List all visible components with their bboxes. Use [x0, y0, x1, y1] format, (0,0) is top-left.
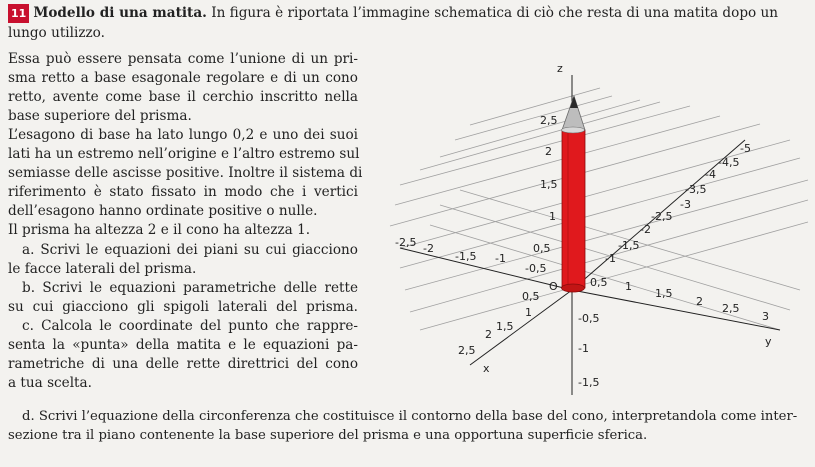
item-line: le facce laterali del prisma. [8, 261, 197, 277]
neg-x-tick: -2 [423, 242, 434, 255]
neg-x-tick: -2,5 [395, 236, 417, 249]
z-axis-label: z [557, 62, 563, 75]
x-tick: 1,5 [496, 320, 514, 333]
exercise-header [8, 4, 808, 23]
prism-body [562, 130, 585, 288]
neg-z-tick: -1 [578, 342, 589, 355]
intro-line-2: lungo utilizzo. [8, 25, 105, 41]
body-line: lati ha un estremo nell’origine e l’altro estremo sul [8, 146, 360, 162]
item-line: sezione tra il piano contenente la base superiore del prisma e una opportuna superficie sferica. [8, 428, 648, 443]
body-line: L’esagono di base ha lato lungo 0,2 e uno dei suoi [8, 127, 358, 143]
z-tick: 0,5 [533, 242, 551, 255]
body-line: base superiore del prisma. [8, 108, 192, 124]
z-tick: 2,5 [540, 114, 558, 127]
body-line: retto, avente come base il cerchio inscritto nella [8, 89, 358, 105]
x-tick: 0,5 [522, 290, 540, 303]
neg-y-tick: -4 [705, 168, 716, 181]
body-line: sma retto a base esagonale regolare e di un cono [8, 70, 358, 86]
neg-z-tick: -1,5 [578, 376, 600, 389]
y-tick: 1 [625, 280, 632, 293]
neg-y-tick: -2 [640, 223, 651, 236]
y-tick: 3 [762, 310, 769, 323]
item-line: senta la «punta» della matita e le equazioni pa- [8, 337, 358, 353]
z-tick: 2 [545, 145, 552, 158]
intro-line-1: In figura è riportata l’immagine schematica di ciò che resta di una matita dopo un [211, 5, 779, 21]
item-line: rametriche di una delle rette direttrici del cono [8, 356, 358, 372]
neg-y-tick: -5 [740, 142, 751, 155]
x-tick: 1 [525, 306, 532, 319]
origin-label: O [549, 280, 558, 293]
pencil-tip [570, 96, 578, 108]
neg-x-tick: -0,5 [525, 262, 547, 275]
item-line: a. Scrivi le equazioni dei piani su cui giacciono [22, 242, 358, 258]
exercise-title: Modello di una matita. [33, 5, 207, 21]
body-line: Il prisma ha altezza 2 e il cono ha altezza 1. [8, 222, 311, 238]
item-line: c. Calcola le coordinate del punto che rappre- [22, 318, 358, 334]
neg-z-tick: -0,5 [578, 312, 600, 325]
neg-y-tick: -3,5 [685, 183, 707, 196]
y-axis [572, 290, 780, 330]
neg-y-tick: -1,5 [618, 239, 640, 252]
neg-y-tick: -3 [680, 198, 691, 211]
z-tick: 1,5 [540, 178, 558, 191]
item-line: a tua scelta. [8, 375, 92, 391]
y-tick: 2 [696, 295, 703, 308]
y-tick: 1,5 [655, 287, 673, 300]
x-tick: 2,5 [458, 344, 476, 357]
y-tick: 2,5 [722, 302, 740, 315]
body-line: semiasse delle ascisse positive. Inoltre il sistema di [8, 165, 363, 181]
neg-y-tick: -4,5 [718, 156, 740, 169]
y-tick: 0,5 [590, 276, 608, 289]
body-line: Essa può essere pensata come l’unione di un pri- [8, 51, 358, 67]
body-line: riferimento è stato fissato in modo che i vertici [8, 184, 358, 200]
neg-y-tick: -2,5 [651, 210, 673, 223]
y-axis-label: y [765, 335, 772, 348]
z-tick: 1 [549, 210, 556, 223]
neg-x-tick: -1,5 [455, 250, 477, 263]
item-line: b. Scrivi le equazioni parametriche delle rette [22, 280, 358, 296]
neg-x-tick: -1 [495, 252, 506, 265]
grid [390, 88, 808, 330]
item-line: su cui giacciono gli spigoli laterali del prisma. [8, 299, 358, 315]
neg-y-tick: -1 [605, 252, 616, 265]
exercise-number: 11 [8, 4, 29, 23]
x-axis-label: x [483, 362, 490, 375]
body-line: dell’esagono hanno ordinate positive o nulle. [8, 203, 318, 219]
x-tick: 2 [485, 328, 492, 341]
item-line: d. Scrivi l’equazione della circonferenza che costituisce il contorno della base del cono, interpretandola come inter- [22, 409, 798, 424]
